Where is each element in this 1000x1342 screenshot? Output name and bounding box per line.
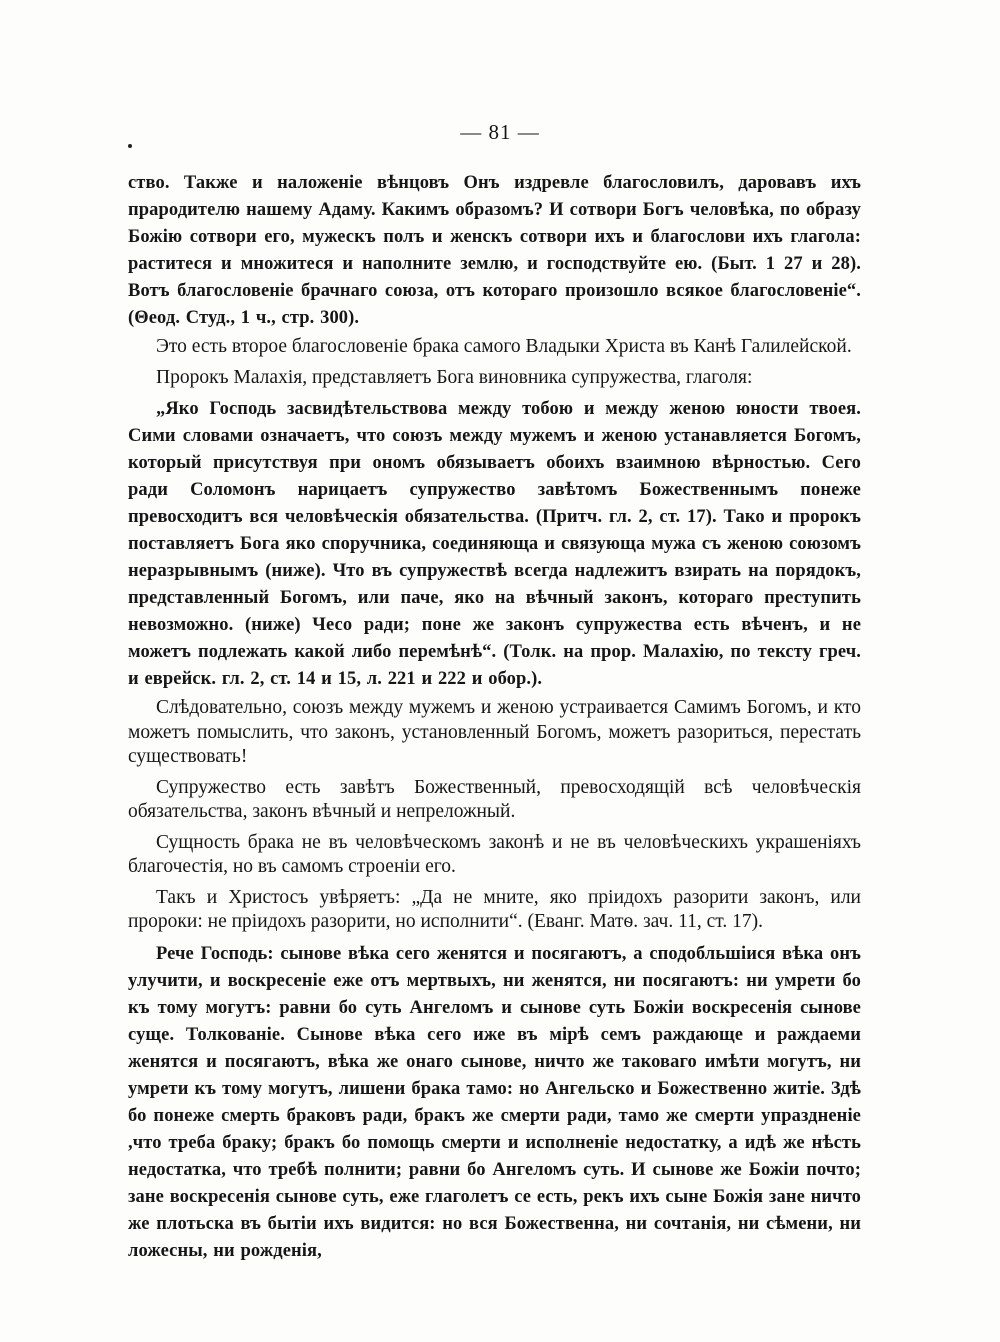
paragraph-covenant: Супружество есть завѣтъ Божественный, превосходящій всѣ человѣческія обязательства, законъ вѣчный и непреложный. <box>128 776 861 822</box>
paragraph-consequently: Слѣдовательно, союзъ между мужемъ и женою устраивается Самимъ Богомъ, и кто можетъ помыслить, что законъ, установленный Богомъ, можетъ разориться, перестать существовать! <box>128 697 861 767</box>
ink-dot <box>128 144 132 148</box>
paragraph-quote-continuation: ство. Также и наложеніе вѣнцовъ Онъ издревле благословилъ, даровавъ ихъ прародителю нашему Адаму. Какимъ образомъ? И сотвори Богъ человѣка, по образу Божію сотвори его, мужескъ полъ и женскъ сотвори ихъ и благослови ихъ глагола: раститеся и множитеся и наполните землю, и господствуйте ею. (Быт. 1 27 и 28). Вотъ благословеніе брачнаго союза, отъ котораго произошло всякое благословеніе“. (Θеод. Студ., 1 ч., стр. 300). <box>128 173 861 328</box>
paragraph-christ-assures: Такъ и Христосъ увѣряетъ: „Да не мните, яко пріидохъ разорити законъ, или пророки: не пріидохъ разорити, но исполнити“. (Еванг. Матѳ. зач. 11, ст. 17). <box>128 886 861 932</box>
paragraph-malachi-intro: Пророкъ Малахія, представляетъ Бога виновника супружества, глаголя: <box>156 366 753 388</box>
paragraph-second-blessing: Это есть второе благословеніе брака самого Владыки Христа въ Канѣ Галилейской. <box>156 336 852 357</box>
page-number: — 81 — <box>460 120 540 144</box>
paragraph-malachi-quote: „Яко Господь засвидѣтельствова между тобою и между женою юности твоея. Сими словами означаетъ, что союзъ между мужемъ и женою устанавляется Богомъ, который присутствуя при ономъ обязываетъ обоихъ взаимною вѣрностью. Сего ради Соломонъ нарицаетъ супружество завѣтомъ Божественнымъ понеже превосходитъ вся человѣческія обязательства. (Притч. гл. 2, ст. 17). Тако и пророкъ поставляетъ Бога яко споручника, соединяюща и связующа мужа съ женою союзомъ неразрывнымъ (ниже). Что въ супружествѣ всегда надлежитъ взирать на порядокъ, представленный Богомъ, или паче, яко на вѣчный законъ, котораго преступить невозможно. (ниже) Чесо ради; поне же законъ супружества есть вѣченъ, и не можетъ подлежать какой либо перемѣнѣ“. (Толк. на прор. Малахію, по тексту греч. и еврейск. гл. 2, ст. 14 и 15, л. 221 и 222 и обор.). <box>128 399 861 689</box>
body-text <box>128 170 861 1271</box>
paragraph-essence: Сущность брака не въ человѣческомъ законѣ и не въ человѣческихъ украшеніяхъ благочестія, но въ самомъ строеніи его. <box>128 831 861 877</box>
paragraph-lord-said: Рече Господь: сынове вѣка сего женятся и посягаютъ, а сподобльшіися вѣка онъ улучити, и воскресеніе еже отъ мертвыхъ, ни женятся, ни посягаютъ: ни умрети бо къ тому могутъ: равни бо суть Ангеломъ и сынове суть Божіи воскресенія сынове суще. Толкованіе. Сынове вѣка сего иже въ мірѣ семъ раждающе и раждаеми женятся и посягаютъ, вѣка же онаго сынове, ничто же таковаго имѣти могутъ, ни умрети къ тому могутъ, лишени брака тамо: но Ангельско и Божественно житіе. Здѣ бо понеже смерть браковъ ради, бракъ же смерти ради, тамо же смерти упраздненіе ,что треба браку; бракъ бо помощь смерти и исполненіе недостатку, а идѣ же нѣсть недостатка, что требѣ полнити; равни бо Ангеломъ суть. И сынове же Божіи почто; зане воскресенія сынове суть, еже глаголетъ се есть, рекъ ихъ сыне Божія зане ничто же плотьска въ бытіи ихъ видится: но вся Божественна, ни сочтанія, ни сѣмени, ни ложесны, ни рожденія, <box>128 943 861 1261</box>
